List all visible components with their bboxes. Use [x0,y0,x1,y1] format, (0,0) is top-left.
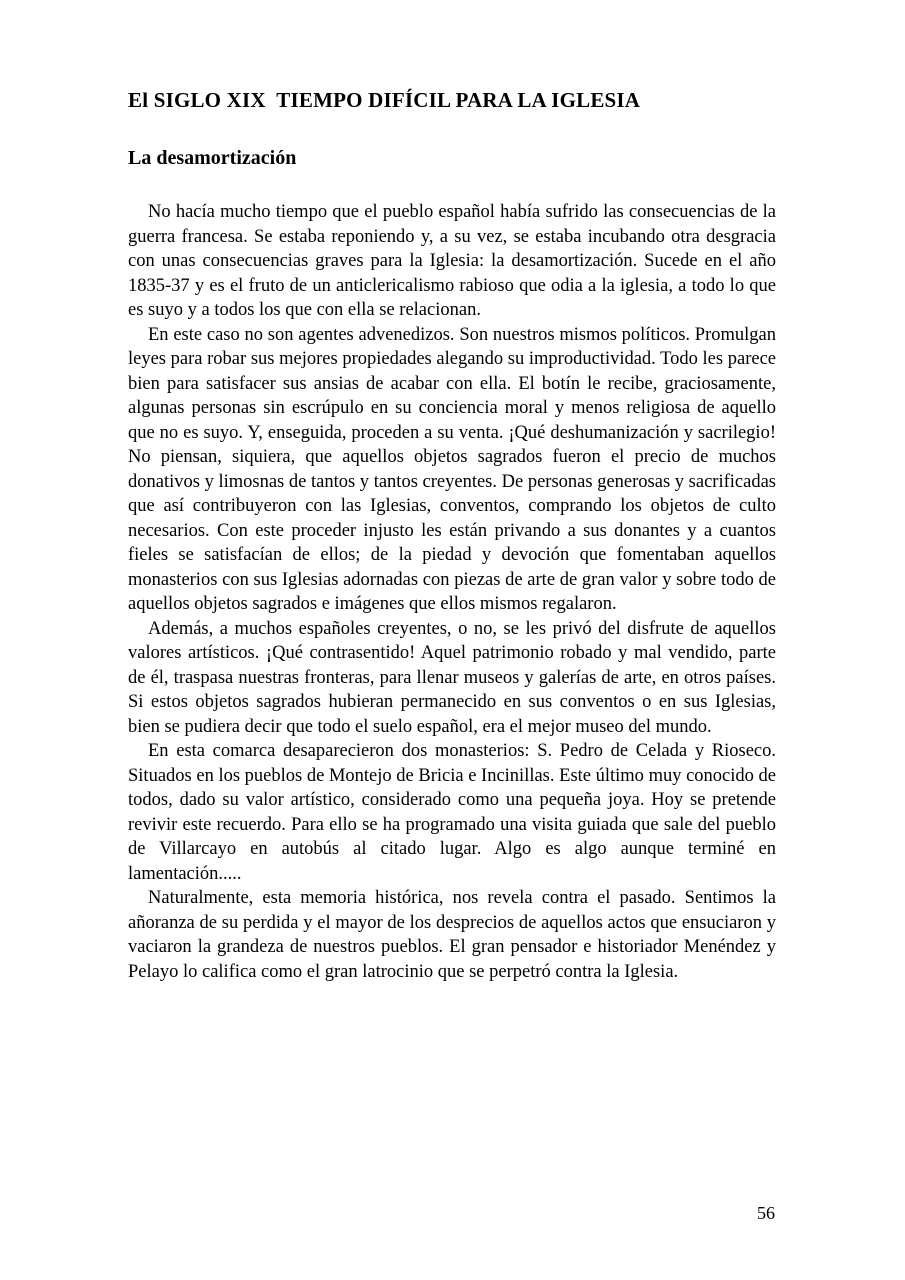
page-number: 56 [757,1203,775,1223]
page-title: El SIGLO XIX TIEMPO DIFÍCIL PARA LA IGLESIA [128,88,641,112]
paragraph-1: No hacía mucho tiempo que el pueblo español había sufrido las consecuencias de la guerra francesa. Se estaba reponiendo y, a su vez, se estaba incubando otra desgracia con unas consecuencias graves para la Iglesia: la desamortización. Sucede en el año 1835-37 y es el fruto de un anticlericalismo rabioso que odia a la iglesia, a todo lo que es suyo y a todos los que con ella se relacionan. [128,202,776,320]
paragraph-3: Además, a muchos españoles creyentes, o no, se les privó del disfrute de aquellos valores artísticos. ¡Qué contrasentido! Aquel patrimonio robado y mal vendido, parte de él, traspasa nuestras fronteras, para llenar museos y galerías de arte, en otros países. Si estos objetos sagrados hubieran permanecido en sus conventos o en sus Iglesias, bien se pudiera decir que todo el suelo español, era el mejor museo del mundo. [128,618,776,737]
section-heading: La desamortización [128,147,297,169]
paragraph-2: En este caso no son agentes advenedizos. Son nuestros mismos políticos. Promulgan leyes para robar sus mejores propiedades alegando su improductividad. Todo les parece bien para satisfacer sus ansias de acabar con ella. El botín le recibe, graciosamente, algunas personas sin escrúpulo en su conciencia moral y menos religiosa de aquello que no es suyo. Y, enseguida, proceden a su venta. ¡Qué deshumanización y sacrilegio! No piensan, siquiera, que aquellos objetos sagrados fueron el precio de muchos donativos y limosnas de tantos y tantos creyentes. De personas generosas y sacrificadas que así contribuyeron con las Iglesias, conventos, comprando los objetos de culto necesarios. Con este proceder injusto les están privando a sus donantes y a cuantos fieles se satisfacían de ellos; de la piedad y devoción que fomentaban aquellos monasterios con sus Iglesias adornadas con piezas de arte de gran valor y sobre todo de aquellos objetos sagrados e imágenes que ellos mismos regalaron. [128,324,776,614]
paragraph-4: En esta comarca desaparecieron dos monasterios: S. Pedro de Celada y Rioseco. Situados en los pueblos de Montejo de Bricia e Incinillas. Este último muy conocido de todos, dado su valor artístico, considerado como una pequeña joya. Hoy se pretende revivir este recuerdo. Para ello se ha programado una visita guiada que sale del pueblo de Villarcayo en autobús al citado lugar. Algo es algo aunque terminé en lamentación..... [128,741,776,884]
paragraph-5: Naturalmente, esta memoria histórica, nos revela contra el pasado. Sentimos la añoranza de su perdida y el mayor de los desprecios de aquellos actos que ensuciaron y vaciaron la grandeza de nuestros pueblos. El gran pensador e historiador Menéndez y Pelayo lo califica como el gran latrocinio que se perpetró contra la Iglesia. [128,888,776,982]
